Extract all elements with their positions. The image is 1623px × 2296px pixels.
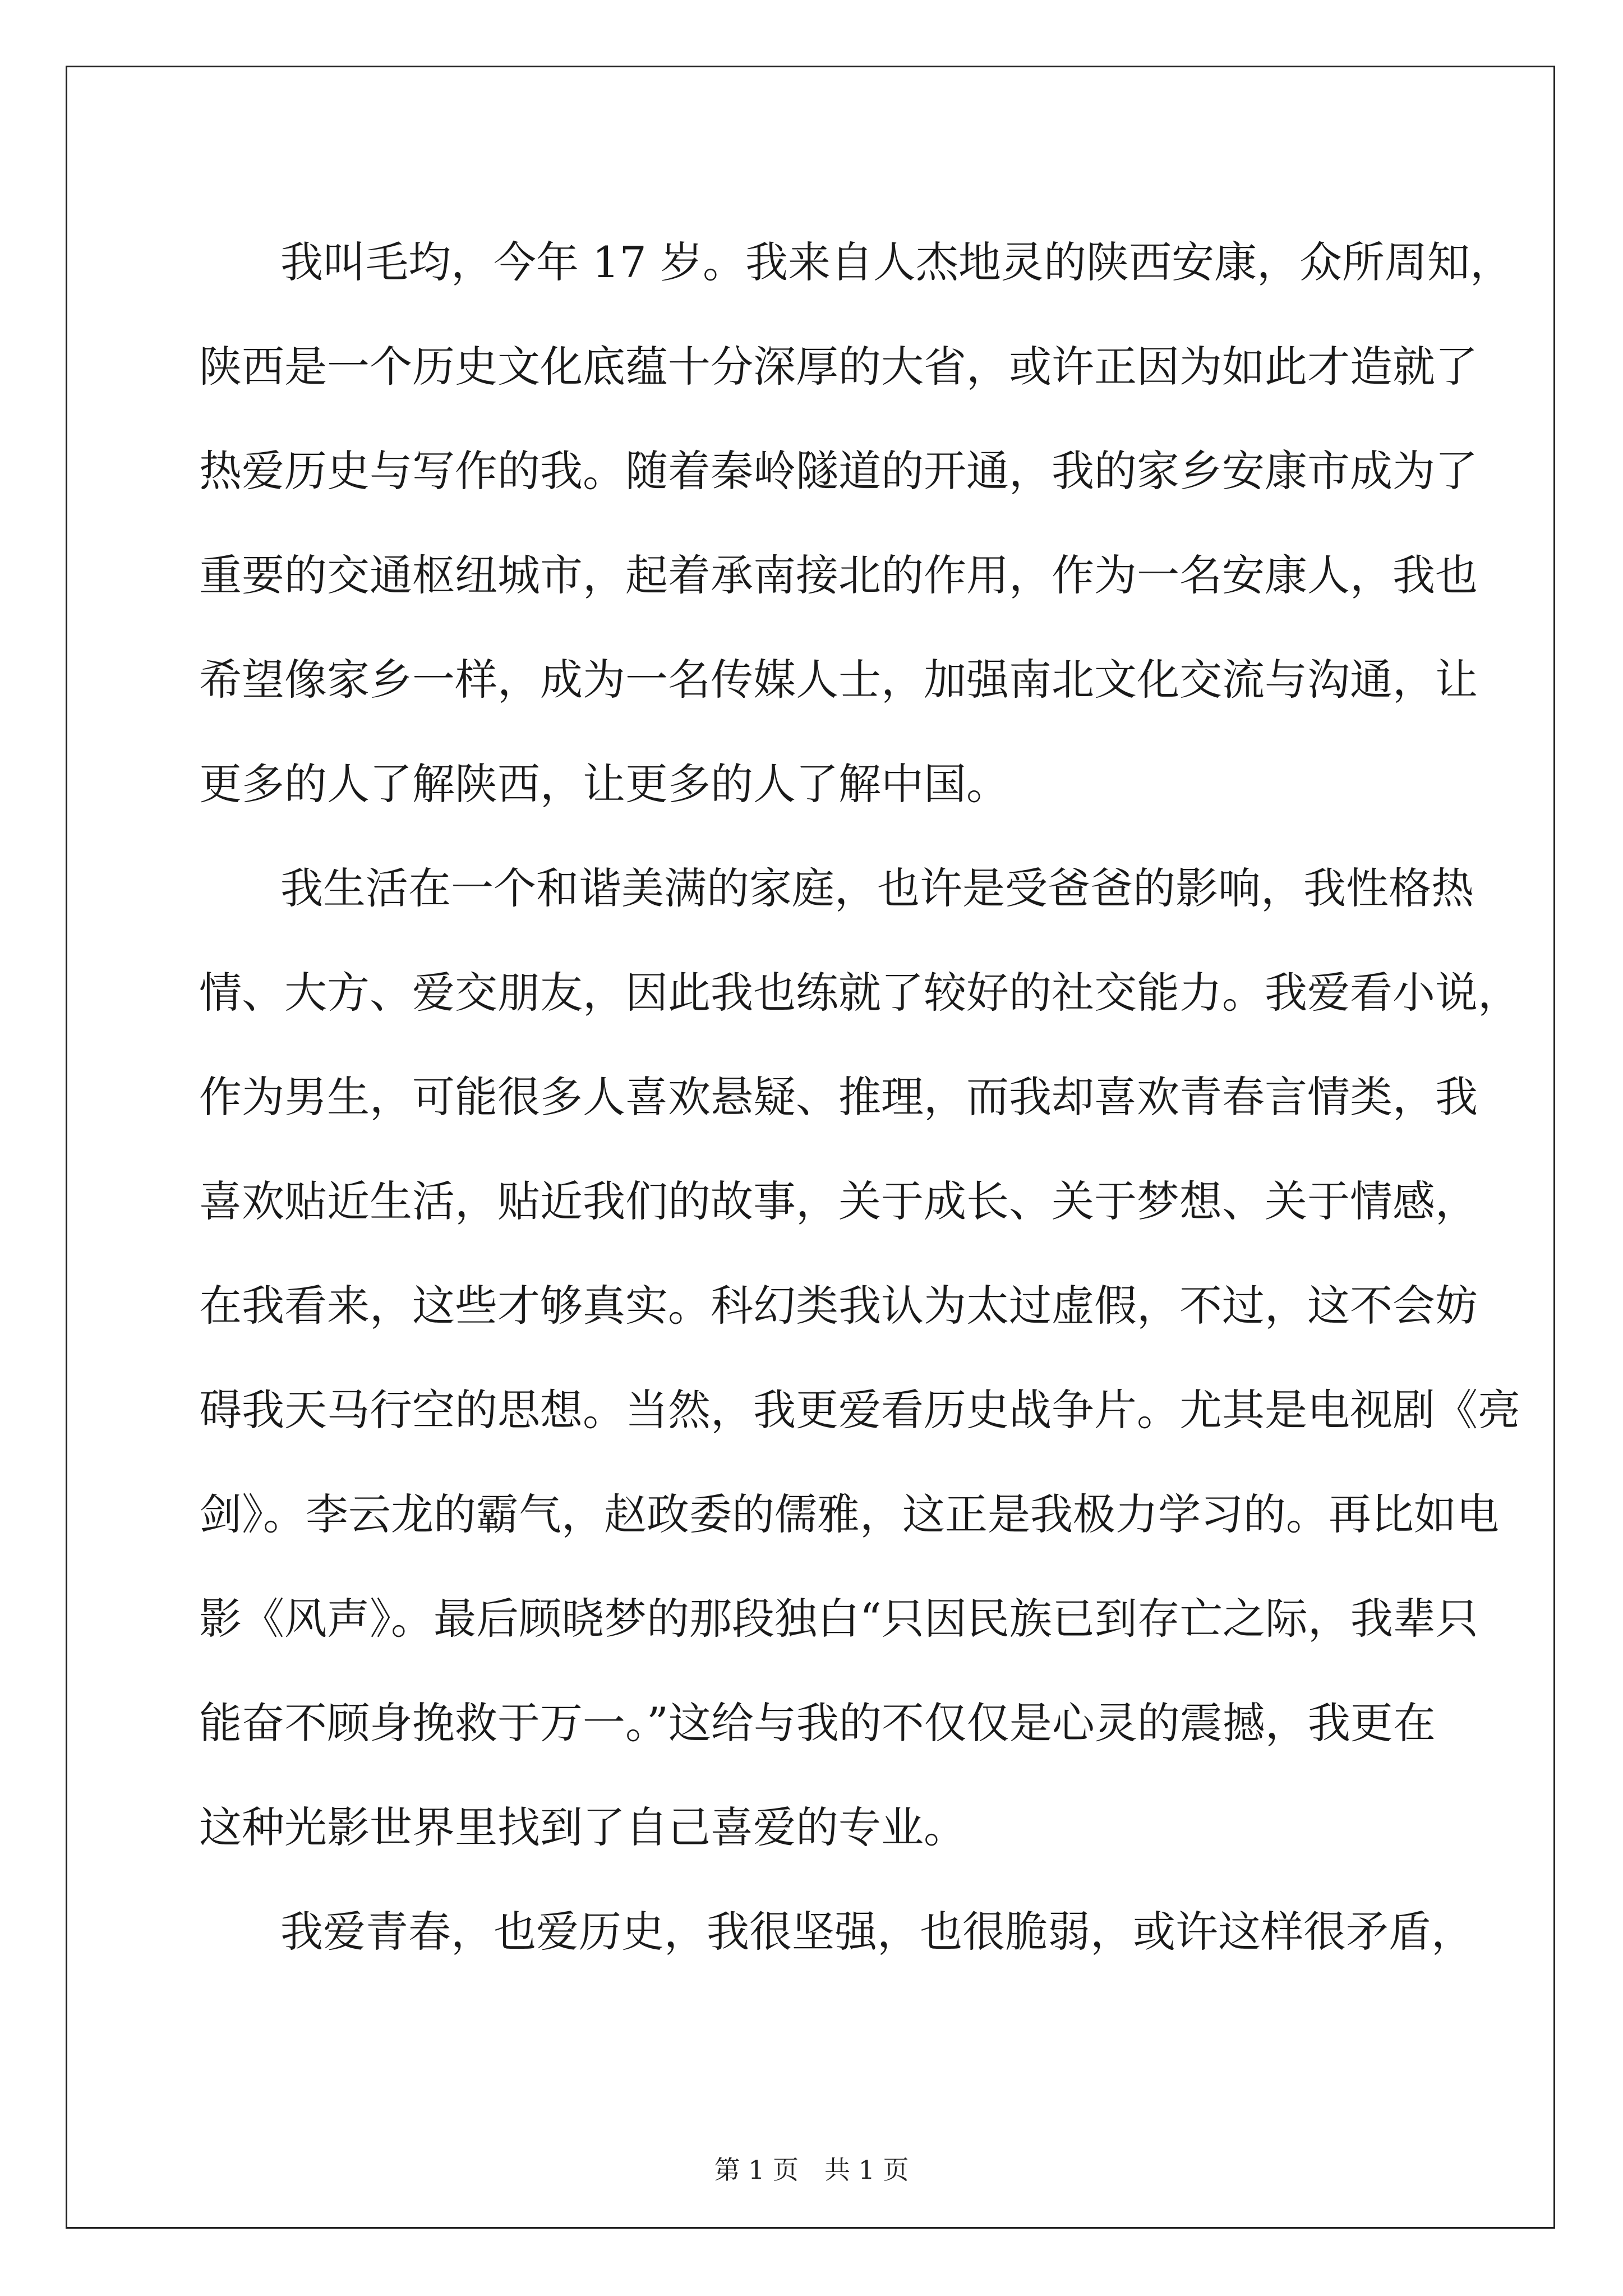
page-footer [0,2153,1623,2187]
text-line: 更多的人了解陕西，让更多的人了解中国。 [199,759,1009,809]
text-line: 我生活在一个和谐美满的家庭，也许是受爸爸的影响，我性格热 [280,863,1474,913]
text-line: 作为男生，可能很多人喜欢悬疑、推理，而我却喜欢青春言情类，我 [199,1072,1478,1122]
text-line: 在我看来，这些才够真实。科幻类我认为太过虚假，不过，这不会妨 [199,1281,1478,1331]
text-line: 情、大方、爱交朋友，因此我也练就了较好的社交能力。我爱看小说， [199,968,1520,1018]
page-total: 共 1 页 [824,2155,909,2185]
text-line: 我爱青春，也爱历史，我很坚强，也很脆弱，或许这样很矛盾， [280,1907,1474,1957]
text-line: 这种光影世界里找到了自己喜爱的专业。 [199,1802,966,1852]
text-line: 陕西是一个历史文化底蕴十分深厚的大省，或许正因为如此才造就了 [199,342,1478,392]
text-line: 热爱历史与写作的我。随着秦岭隧道的开通，我的家乡安康市成为了 [199,446,1478,496]
text-line: 希望像家乡一样，成为一名传媒人士，加强南北文化交流与沟通，让 [199,655,1478,705]
text-line: 剑》。李云龙的霸气，赵政委的儒雅，这正是我极力学习的。再比如电 [199,1489,1499,1539]
text-line: 重要的交通枢纽城市，起着承南接北的作用，作为一名安康人，我也 [199,550,1478,600]
text-line: 能奋不顾身挽救于万一。”这给与我的不仅仅是心灵的震撼，我更在 [199,1698,1436,1748]
text-line: 我叫毛均，今年 17 岁。我来自人杰地灵的陕西安康，众所周知， [280,237,1513,287]
document-body [199,210,1520,1984]
text-line: 碍我天马行空的思想。当然，我更爱看历史战争片。尤其是电视剧《亮 [199,1385,1520,1435]
text-line: 影《风声》。最后顾晓梦的那段独白“只因民族已到存亡之际，我辈只 [199,1594,1478,1644]
page-number: 第 1 页 [714,2155,799,2185]
text-line: 喜欢贴近生活，贴近我们的故事，关于成长、关于梦想、关于情感， [199,1176,1478,1226]
